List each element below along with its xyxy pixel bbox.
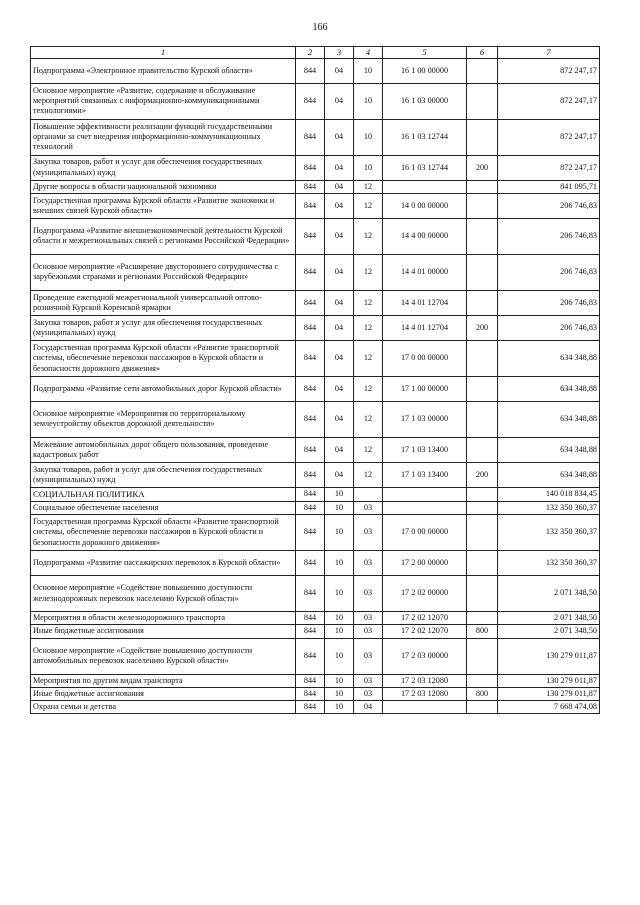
amount-cell: 634 348,88 (498, 437, 600, 462)
subsection-code-cell: 03 (354, 515, 383, 551)
target-article-cell: 17 2 03 12080 (383, 674, 467, 687)
ministry-code-cell: 844 (296, 119, 325, 155)
ministry-code-cell: 844 (296, 576, 325, 612)
section-code-cell: 10 (325, 638, 354, 674)
expense-type-cell (467, 638, 498, 674)
subsection-code-cell: 10 (354, 83, 383, 119)
target-article-cell: 16 1 03 12744 (383, 119, 467, 155)
ministry-code-cell: 844 (296, 625, 325, 638)
ministry-code-cell: 844 (296, 674, 325, 687)
subsection-code-cell: 12 (354, 193, 383, 218)
amount-cell: 132 350 360,37 (498, 515, 600, 551)
amount-cell: 872 247,17 (498, 83, 600, 119)
table-row (31, 218, 600, 254)
amount-cell: 841 095,71 (498, 180, 600, 193)
subsection-code-cell: 12 (354, 290, 383, 315)
row-name-cell: Повышение эффективности реализации функций государственными органами за счет внедрения информационно-коммуникационных технологий (31, 119, 296, 155)
target-article-cell: 14 0 00 00000 (383, 193, 467, 218)
amount-cell: 132 350 360,37 (498, 501, 600, 514)
ministry-code-cell: 844 (296, 638, 325, 674)
row-name-cell: Иные бюджетные ассигнования (31, 687, 296, 700)
section-code-cell: 04 (325, 193, 354, 218)
table-row (31, 58, 600, 83)
row-name-cell: Проведение ежегодной межрегиональной универсальной оптово-розничной Курской Коренской ярмарки (31, 290, 296, 315)
amount-cell: 206 746,83 (498, 218, 600, 254)
subsection-code-cell: 10 (354, 155, 383, 180)
table-row (31, 487, 600, 501)
table-header-row (31, 47, 600, 59)
expense-type-cell (467, 701, 498, 714)
ministry-code-cell: 844 (296, 612, 325, 625)
row-name-cell: Закупка товаров, работ и услуг для обеспечения государственных (муниципальных) нужд (31, 462, 296, 487)
table-row (31, 625, 600, 638)
ministry-code-cell: 844 (296, 501, 325, 514)
expense-type-cell (467, 83, 498, 119)
ministry-code-cell: 844 (296, 701, 325, 714)
subsection-code-cell: 12 (354, 315, 383, 340)
table-row (31, 576, 600, 612)
amount-cell: 634 348,88 (498, 340, 600, 376)
section-code-cell: 04 (325, 315, 354, 340)
subsection-code-cell: 12 (354, 462, 383, 487)
subsection-code-cell: 03 (354, 612, 383, 625)
table-row (31, 551, 600, 576)
row-name-cell: Подпрограмма «Развитие внешнеэкономической деятельности Курской области и межрегиональных связей с регионами Российской Федерации» (31, 218, 296, 254)
ministry-code-cell: 844 (296, 551, 325, 576)
row-name-cell: Иные бюджетные ассигнования (31, 625, 296, 638)
table-row (31, 612, 600, 625)
subsection-code-cell: 12 (354, 340, 383, 376)
expense-type-cell (467, 487, 498, 501)
target-article-cell: 17 1 03 13400 (383, 437, 467, 462)
target-article-cell (383, 501, 467, 514)
column-header: 3 (325, 47, 354, 59)
table-row (31, 462, 600, 487)
ministry-code-cell: 844 (296, 218, 325, 254)
amount-cell: 206 746,83 (498, 290, 600, 315)
ministry-code-cell: 844 (296, 290, 325, 315)
amount-cell: 206 746,83 (498, 315, 600, 340)
ministry-code-cell: 844 (296, 193, 325, 218)
subsection-code-cell: 10 (354, 119, 383, 155)
column-header: 1 (31, 47, 296, 59)
target-article-cell: 17 1 03 13400 (383, 462, 467, 487)
section-code-cell: 10 (325, 576, 354, 612)
row-name-cell: Государственная программа Курской области «Развитие транспортной системы, обеспечение перевозки пассажиров в Курской области и безопасности дорожного движения» (31, 515, 296, 551)
ministry-code-cell: 844 (296, 155, 325, 180)
subsection-code-cell: 03 (354, 638, 383, 674)
section-code-cell: 04 (325, 83, 354, 119)
target-article-cell: 14 4 01 12704 (383, 290, 467, 315)
subsection-code-cell: 03 (354, 674, 383, 687)
table-row (31, 254, 600, 290)
table-row (31, 701, 600, 714)
table-row (31, 193, 600, 218)
expense-type-cell: 800 (467, 625, 498, 638)
table-row (31, 401, 600, 437)
expense-type-cell (467, 515, 498, 551)
row-name-cell: Основное мероприятие «Расширение двустороннего сотрудничества с зарубежными странами и регионами Российской Федерации» (31, 254, 296, 290)
column-header: 4 (354, 47, 383, 59)
amount-cell: 130 279 011,87 (498, 687, 600, 700)
ministry-code-cell: 844 (296, 437, 325, 462)
target-article-cell: 17 2 02 12070 (383, 625, 467, 638)
section-code-cell: 04 (325, 437, 354, 462)
row-name-cell: Закупка товаров, работ и услуг для обеспечения государственных (муниципальных) нужд (31, 155, 296, 180)
expense-type-cell (467, 119, 498, 155)
row-name-cell: Основное мероприятие «Содействие повышению доступности автомобильных перевозок населению Курской области» (31, 638, 296, 674)
amount-cell: 872 247,17 (498, 155, 600, 180)
amount-cell: 140 018 834,45 (498, 487, 600, 501)
row-name-cell: Социальное обеспечение населения (31, 501, 296, 514)
target-article-cell: 17 2 00 00000 (383, 551, 467, 576)
section-code-cell: 04 (325, 401, 354, 437)
target-article-cell: 16 1 03 00000 (383, 83, 467, 119)
amount-cell: 872 247,17 (498, 58, 600, 83)
section-code-cell: 04 (325, 180, 354, 193)
row-name-cell: Подпрограмма «Развитие сети автомобильных дорог Курской области» (31, 376, 296, 401)
ministry-code-cell: 844 (296, 254, 325, 290)
row-name-cell: Основное мероприятие «Содействие повышению доступности железнодорожных перевозок населению Курской области» (31, 576, 296, 612)
section-code-cell: 04 (325, 290, 354, 315)
table-row (31, 674, 600, 687)
expense-type-cell (467, 254, 498, 290)
expense-type-cell (467, 376, 498, 401)
target-article-cell (383, 487, 467, 501)
row-name-cell: Охрана семьи и детства (31, 701, 296, 714)
row-name-cell: Межевание автомобильных дорог общего пользования, проведение кадастровых работ (31, 437, 296, 462)
section-code-cell: 10 (325, 515, 354, 551)
amount-cell: 634 348,88 (498, 401, 600, 437)
target-article-cell: 17 1 03 00000 (383, 401, 467, 437)
target-article-cell: 14 4 01 12704 (383, 315, 467, 340)
subsection-code-cell: 10 (354, 58, 383, 83)
expense-type-cell (467, 340, 498, 376)
target-article-cell (383, 701, 467, 714)
subsection-code-cell: 03 (354, 501, 383, 514)
subsection-code-cell (354, 487, 383, 501)
section-code-cell: 10 (325, 701, 354, 714)
subsection-code-cell: 03 (354, 551, 383, 576)
ministry-code-cell: 844 (296, 687, 325, 700)
amount-cell: 2 071 348,50 (498, 625, 600, 638)
row-name-cell: Подпрограмма «Электронное правительство Курской области» (31, 58, 296, 83)
row-name-cell: Другие вопросы в области национальной экономики (31, 180, 296, 193)
target-article-cell (383, 180, 467, 193)
ministry-code-cell: 844 (296, 401, 325, 437)
amount-cell: 206 746,83 (498, 254, 600, 290)
expense-type-cell (467, 58, 498, 83)
subsection-code-cell: 12 (354, 401, 383, 437)
section-code-cell: 10 (325, 501, 354, 514)
subsection-code-cell: 03 (354, 576, 383, 612)
subsection-code-cell: 12 (354, 437, 383, 462)
amount-cell: 206 746,83 (498, 193, 600, 218)
column-header: 7 (498, 47, 600, 59)
section-code-cell: 04 (325, 254, 354, 290)
column-header: 2 (296, 47, 325, 59)
page-number: 166 (312, 22, 328, 33)
row-name-cell: Основное мероприятие «Мероприятия по территориальному землеустройству объектов дорожной деятельности» (31, 401, 296, 437)
subsection-code-cell: 04 (354, 701, 383, 714)
subsection-code-cell: 12 (354, 376, 383, 401)
section-code-cell: 04 (325, 218, 354, 254)
ministry-code-cell: 844 (296, 340, 325, 376)
section-code-cell: 10 (325, 625, 354, 638)
amount-cell: 872 247,17 (498, 119, 600, 155)
target-article-cell: 17 2 03 00000 (383, 638, 467, 674)
ministry-code-cell: 844 (296, 180, 325, 193)
table-row (31, 315, 600, 340)
subsection-code-cell: 12 (354, 254, 383, 290)
amount-cell: 132 350 360,37 (498, 551, 600, 576)
table-row (31, 340, 600, 376)
section-code-cell: 10 (325, 551, 354, 576)
target-article-cell: 17 0 00 00000 (383, 340, 467, 376)
target-article-cell: 16 1 03 12744 (383, 155, 467, 180)
target-article-cell: 17 2 02 00000 (383, 576, 467, 612)
table-row (31, 119, 600, 155)
amount-cell: 130 279 011,87 (498, 674, 600, 687)
expense-type-cell (467, 218, 498, 254)
table-row (31, 83, 600, 119)
section-code-cell: 04 (325, 58, 354, 83)
expense-type-cell (467, 612, 498, 625)
target-article-cell: 17 2 03 12080 (383, 687, 467, 700)
section-code-cell: 04 (325, 462, 354, 487)
ministry-code-cell: 844 (296, 83, 325, 119)
target-article-cell: 14 4 00 00000 (383, 218, 467, 254)
expense-type-cell (467, 674, 498, 687)
ministry-code-cell: 844 (296, 515, 325, 551)
ministry-code-cell: 844 (296, 376, 325, 401)
expense-type-cell (467, 501, 498, 514)
target-article-cell: 16 1 00 00000 (383, 58, 467, 83)
row-name-cell: Мероприятия по другим видам транспорта (31, 674, 296, 687)
ministry-code-cell: 844 (296, 487, 325, 501)
amount-cell: 2 071 348,50 (498, 612, 600, 625)
table-row (31, 638, 600, 674)
expense-type-cell (467, 193, 498, 218)
subsection-code-cell: 12 (354, 180, 383, 193)
row-name-cell: Государственная программа Курской области «Развитие транспортной системы, обеспечение перевозки пассажиров в Курской области и безопасности дорожного движения» (31, 340, 296, 376)
ministry-code-cell: 844 (296, 315, 325, 340)
amount-cell: 7 668 474,08 (498, 701, 600, 714)
expense-type-cell (467, 576, 498, 612)
column-header: 6 (467, 47, 498, 59)
table-row (31, 437, 600, 462)
table-row (31, 376, 600, 401)
column-header: 5 (383, 47, 467, 59)
section-code-cell: 04 (325, 119, 354, 155)
target-article-cell: 17 2 02 12070 (383, 612, 467, 625)
subsection-code-cell: 03 (354, 687, 383, 700)
section-code-cell: 10 (325, 487, 354, 501)
subsection-code-cell: 03 (354, 625, 383, 638)
section-code-cell: 10 (325, 612, 354, 625)
table-row (31, 501, 600, 514)
subsection-code-cell: 12 (354, 218, 383, 254)
target-article-cell: 17 1 00 00000 (383, 376, 467, 401)
table-row (31, 290, 600, 315)
expense-type-cell: 800 (467, 687, 498, 700)
amount-cell: 2 071 348,50 (498, 576, 600, 612)
table-row (31, 180, 600, 193)
expense-type-cell (467, 180, 498, 193)
amount-cell: 634 348,88 (498, 462, 600, 487)
table-body (31, 58, 600, 714)
section-code-cell: 04 (325, 376, 354, 401)
table-row (31, 155, 600, 180)
ministry-code-cell: 844 (296, 462, 325, 487)
expense-type-cell (467, 551, 498, 576)
section-code-cell: 04 (325, 155, 354, 180)
row-name-cell: Основное мероприятие «Развитие, содержание и обслуживание мероприятий связанных с информационно-коммуникационными технологиями» (31, 83, 296, 119)
table-row (31, 687, 600, 700)
section-code-cell: 10 (325, 687, 354, 700)
expense-type-cell: 200 (467, 462, 498, 487)
amount-cell: 130 279 011,87 (498, 638, 600, 674)
expense-type-cell: 200 (467, 315, 498, 340)
target-article-cell: 14 4 01 00000 (383, 254, 467, 290)
expense-type-cell (467, 401, 498, 437)
expense-type-cell (467, 437, 498, 462)
row-name-cell: Закупка товаров, работ и услуг для обеспечения государственных (муниципальных) нужд (31, 315, 296, 340)
expense-type-cell (467, 290, 498, 315)
row-name-cell: Государственная программа Курской области «Развитие экономики и внешних связей Курской области» (31, 193, 296, 218)
budget-table (30, 46, 600, 714)
target-article-cell: 17 0 00 00000 (383, 515, 467, 551)
section-code-cell: 04 (325, 340, 354, 376)
row-name-cell: СОЦИАЛЬНАЯ ПОЛИТИКА (31, 487, 296, 501)
row-name-cell: Подпрограмма «Развитие пассажирских перевозок в Курской области» (31, 551, 296, 576)
amount-cell: 634 348,88 (498, 376, 600, 401)
row-name-cell: Мероприятия в области железнодорожного транспорта (31, 612, 296, 625)
section-code-cell: 10 (325, 674, 354, 687)
table-row (31, 515, 600, 551)
ministry-code-cell: 844 (296, 58, 325, 83)
expense-type-cell: 200 (467, 155, 498, 180)
